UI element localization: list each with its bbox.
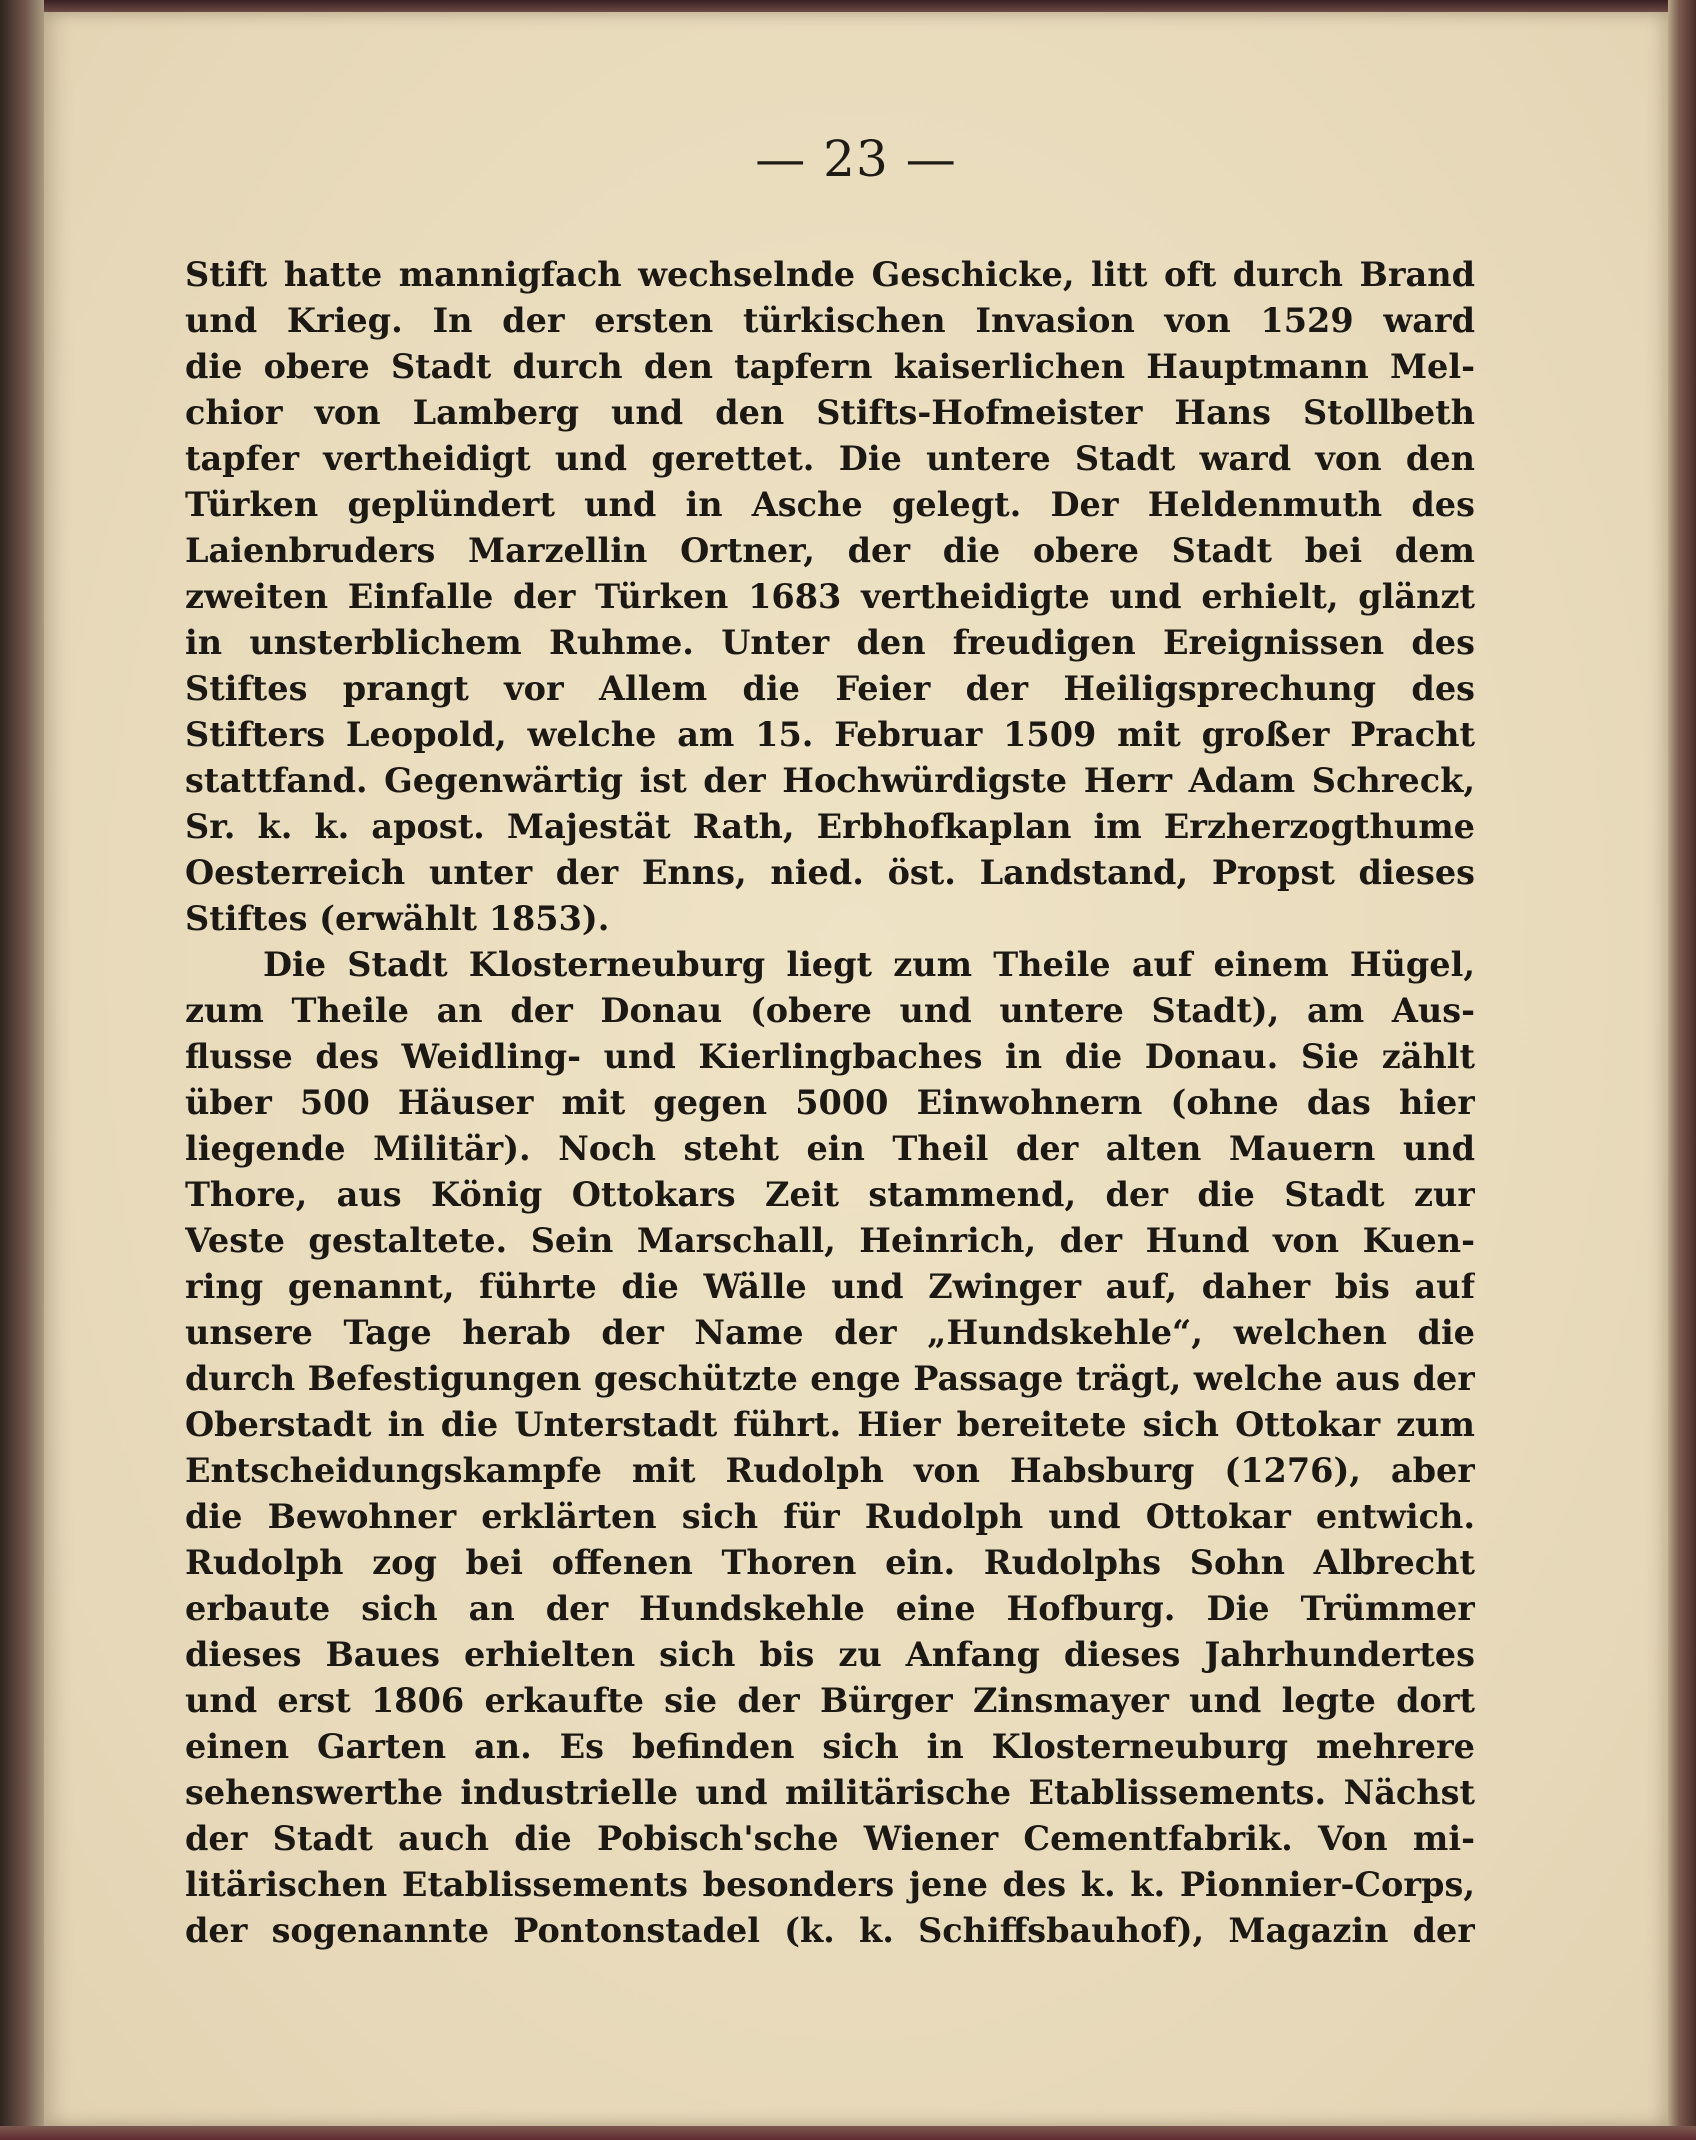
text-line: Türken geplündert und in Asche gelegt. Der Heldenmuth des	[185, 485, 1475, 524]
text-line: zweiten Einfalle der Türken 1683 vertheidigte und erhielt, glänzt	[185, 577, 1475, 616]
text-line: ring genannt, führte die Wälle und Zwinger auf, daher bis auf	[185, 1267, 1475, 1306]
text-line: Veste gestaltete. Sein Marschall, Heinrich, der Hund von Kuen-	[185, 1221, 1475, 1260]
body-text	[185, 252, 1475, 1954]
text-line: die Bewohner erklärten sich für Rudolph und Ottokar entwich.	[185, 1497, 1475, 1536]
text-line: in unsterblichem Ruhme. Unter den freudigen Ereignissen des	[185, 623, 1475, 662]
text-line: und Krieg. In der ersten türkischen Invasion von 1529 ward	[185, 301, 1475, 340]
paragraph-end-line: Stiftes (erwählt 1853).	[185, 899, 610, 938]
text-line: dieses Baues erhielten sich bis zu Anfang dieses Jahrhundertes	[185, 1635, 1475, 1674]
paragraph-start-line: Die Stadt Klosterneuburg liegt zum Theile auf einem Hügel,	[263, 945, 1475, 984]
text-line: Stiftes prangt vor Allem die Feier der Heiligsprechung des	[185, 669, 1475, 708]
text-line: liegende Militär). Noch steht ein Theil der alten Mauern und	[185, 1129, 1475, 1168]
text-line: Thore, aus König Ottokars Zeit stammend, der die Stadt zur	[185, 1175, 1475, 1214]
page-number: — 23 —	[755, 130, 957, 188]
text-line: unsere Tage herab der Name der „Hundskehle“, welchen die	[185, 1313, 1475, 1352]
book-fore-edge	[1668, 0, 1696, 2140]
text-line: durch Befestigungen geschützte enge Passage trägt, welche aus der	[185, 1359, 1475, 1398]
text-line: Stift hatte mannigfach wechselnde Geschicke, litt oft durch Brand	[185, 255, 1475, 294]
book-top-edge	[0, 0, 1696, 12]
text-line: sehenswerthe industrielle und militärische Etablissements. Nächst	[185, 1773, 1475, 1812]
text-line: litärischen Etablissements besonders jene des k. k. Pionnier-Corps,	[185, 1865, 1475, 1904]
text-line: Oberstadt in die Unterstadt führt. Hier bereitete sich Ottokar zum	[185, 1405, 1475, 1444]
text-line: tapfer vertheidigt und gerettet. Die untere Stadt ward von den	[185, 439, 1475, 478]
text-line: der Stadt auch die Pobisch'sche Wiener Cementfabrik. Von mi-	[185, 1819, 1475, 1858]
text-line: die obere Stadt durch den tapfern kaiserlichen Hauptmann Mel-	[185, 347, 1475, 386]
text-line: einen Garten an. Es befinden sich in Klosterneuburg mehrere	[185, 1727, 1475, 1766]
text-line: Rudolph zog bei offenen Thoren ein. Rudolphs Sohn Albrecht	[185, 1543, 1475, 1582]
page	[44, 12, 1668, 2126]
text-line: und erst 1806 erkaufte sie der Bürger Zinsmayer und legte dort	[185, 1681, 1475, 1720]
text-line: Oesterreich unter der Enns, nied. öst. Landstand, Propst dieses	[185, 853, 1475, 892]
text-line: Entscheidungskampfe mit Rudolph von Habsburg (1276), aber	[185, 1451, 1475, 1490]
text-line: flusse des Weidling- und Kierlingbaches in die Donau. Sie zählt	[185, 1037, 1475, 1076]
text-line: stattfand. Gegenwärtig ist der Hochwürdigste Herr Adam Schreck,	[185, 761, 1475, 800]
text-line: zum Theile an der Donau (obere und untere Stadt), am Aus-	[185, 991, 1475, 1030]
text-line: Laienbruders Marzellin Ortner, der die obere Stadt bei dem	[185, 531, 1475, 570]
book-spine-edge	[0, 0, 44, 2140]
text-line: erbaute sich an der Hundskehle eine Hofburg. Die Trümmer	[185, 1589, 1475, 1628]
text-line: der sogenannte Pontonstadel (k. k. Schiffsbauhof), Magazin der	[185, 1911, 1475, 1950]
text-line: Stifters Leopold, welche am 15. Februar 1509 mit großer Pracht	[185, 715, 1475, 754]
text-line: chior von Lamberg und den Stifts-Hofmeister Hans Stollbeth	[185, 393, 1475, 432]
book-bottom-edge	[0, 2126, 1696, 2140]
text-line: über 500 Häuser mit gegen 5000 Einwohnern (ohne das hier	[185, 1083, 1475, 1122]
text-line: Sr. k. k. apost. Majestät Rath, Erbhofkaplan im Erzherzogthume	[185, 807, 1475, 846]
